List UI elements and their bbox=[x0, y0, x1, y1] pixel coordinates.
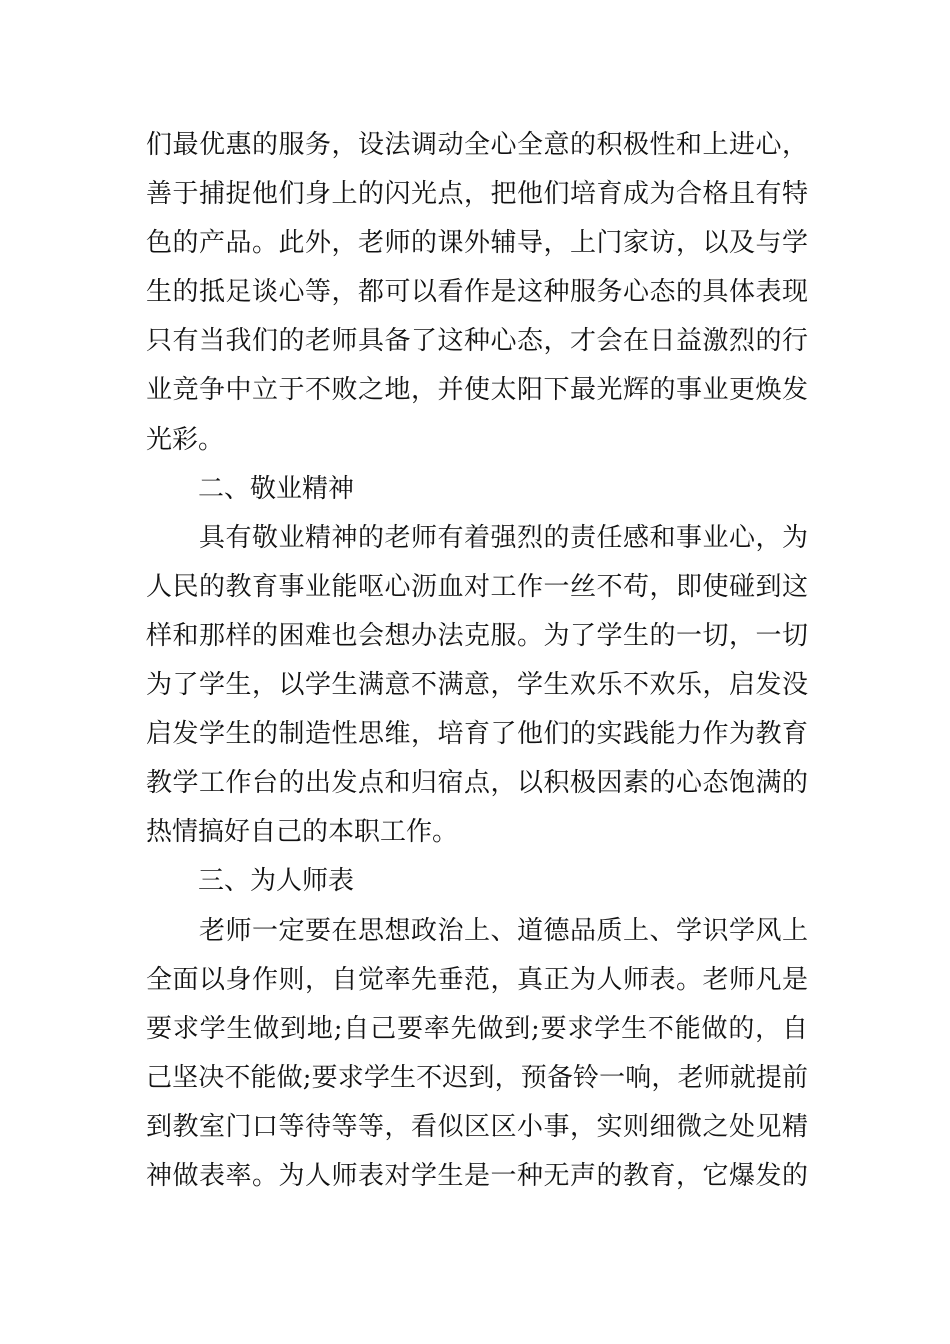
text-line: 要求学生做到地;自己要率先做到;要求学生不能做的，自 bbox=[146, 1013, 808, 1044]
text-line: 到教室门口等待等等，看似区区小事，实则细微之处见精 bbox=[146, 1111, 808, 1142]
text-line: 们最优惠的服务，设法调动全心全意的积极性和上进心， bbox=[146, 130, 808, 160]
section-heading: 三、为人师表 bbox=[198, 866, 355, 897]
text-line: 己坚决不能做;要求学生不迟到，预备铃一响，老师就提前 bbox=[146, 1062, 808, 1093]
document-body bbox=[146, 121, 808, 1201]
text-line: 热情搞好自己的本职工作。 bbox=[146, 817, 459, 848]
paragraph-service-mindset bbox=[146, 121, 808, 465]
text-line: 启发学生的制造性思维，培育了他们的实践能力作为教育 bbox=[146, 719, 808, 750]
text-line: 全面以身作则，自觉率先垂范，真正为人师表。老师凡是 bbox=[146, 964, 808, 995]
text-line: 色的产品。此外，老师的课外辅导，上门家访，以及与学 bbox=[146, 228, 808, 259]
paragraph-dedication bbox=[146, 514, 808, 858]
text-line: 只有当我们的老师具备了这种心态，才会在日益激烈的行 bbox=[146, 326, 808, 357]
text-line: 具有敬业精神的老师有着强烈的责任感和事业心，为 bbox=[146, 522, 808, 553]
text-line: 业竞争中立于不败之地，并使太阳下最光辉的事业更焕发 bbox=[146, 375, 808, 406]
text-line: 为了学生，以学生满意不满意，学生欢乐不欢乐，启发没 bbox=[146, 670, 808, 701]
paragraph-role-model bbox=[146, 907, 808, 1202]
section-heading-role-model bbox=[146, 857, 808, 906]
text-line: 人民的教育事业能呕心沥血对工作一丝不苟，即使碰到这 bbox=[146, 571, 808, 602]
text-line: 神做表率。为人师表对学生是一种无声的教育，它爆发的 bbox=[146, 1160, 808, 1191]
text-line: 生的抵足谈心等，都可以看作是这种服务心态的具体表现 bbox=[146, 277, 808, 308]
text-line: 光彩。 bbox=[146, 424, 225, 455]
section-heading: 二、敬业精神 bbox=[198, 473, 355, 504]
section-heading-dedication bbox=[146, 465, 808, 514]
text-line: 样和那样的困难也会想办法克服。为了学生的一切，一切 bbox=[146, 620, 808, 651]
text-line: 教学工作台的出发点和归宿点，以积极因素的心态饱满的 bbox=[146, 768, 808, 799]
text-line: 善于捕捉他们身上的闪光点，把他们培育成为合格且有特 bbox=[146, 179, 808, 210]
text-line: 老师一定要在思想政治上、道德品质上、学识学风上 bbox=[146, 915, 808, 946]
